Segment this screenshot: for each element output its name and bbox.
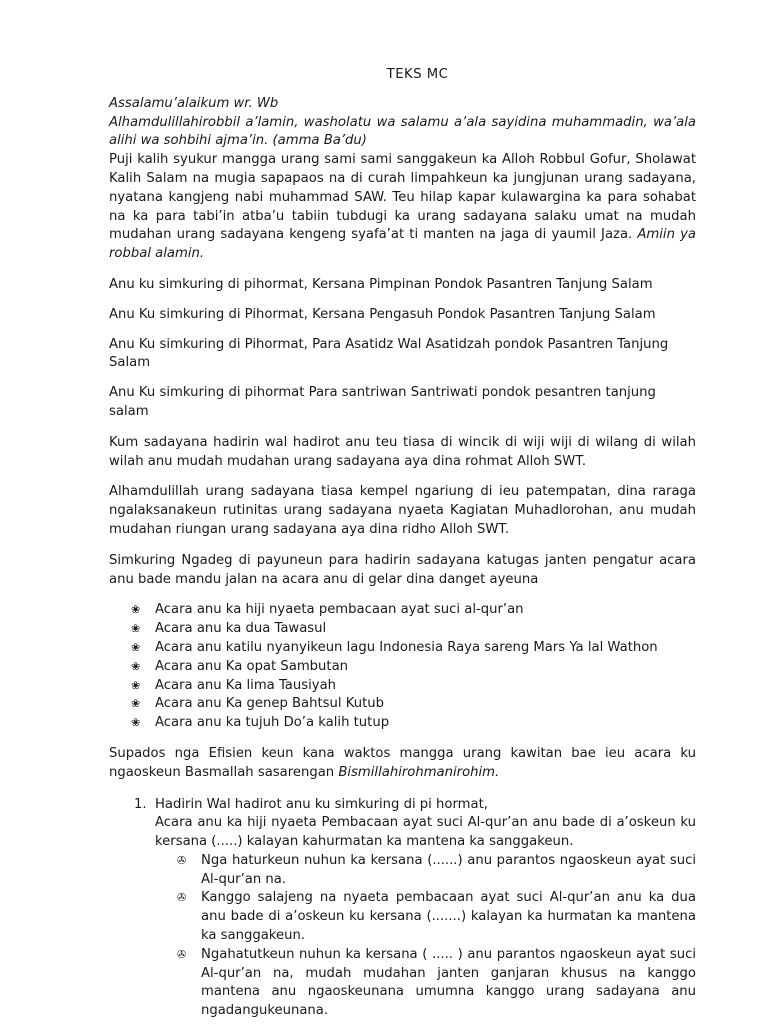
step-body: Acara anu ka hiji nyaeta Pembacaan ayat suci Al-qur’an anu bade di a’oskeun ku kersana (.....) kalayan kahurmatan ka mantena ka sanggakeun.: [155, 815, 696, 850]
agenda-item: [131, 601, 696, 620]
honor-line: Anu Ku simkuring di Pihormat, Kersana Pengasuh Pondok Pasantren Tanjung Salam: [109, 306, 656, 322]
agenda-item-text: Acara anu ka tujuh Do’a kalih tutup: [155, 715, 390, 731]
greeting: Assalamu’alaikum wr. Wb: [109, 95, 279, 111]
agenda-item: [131, 639, 696, 658]
supados-text: Supados nga Efisien keun kana waktos mangga urang kawitan bae ieu acara ku ngaoskeun Basmallah sasarengan: [109, 745, 696, 780]
honor-line: Anu Ku simkuring di Pihormat, Para Asatidz Wal Asatidzah pondok Pasantren Tanjung Salam: [109, 336, 669, 371]
flower-bullet-icon: ❀: [131, 678, 141, 692]
flower-bullet-icon: ❀: [131, 603, 141, 617]
step-sub-item: [177, 889, 696, 945]
intro-amin: Amiin ya robbal alamin.: [109, 227, 696, 262]
agenda-item-text: Acara anu Ka opat Sambutan: [155, 658, 349, 674]
agenda-item-text: Acara anu Ka genep Bahtsul Kutub: [155, 696, 385, 712]
agenda-item: [131, 714, 696, 733]
intro-text: Puji kalih syukur mangga urang sami sami sanggakeun ka Alloh Robbul Gofur, Sholawat Kalih Salam na mugia sapapaos na di curah limpahkeun ka jungjunan urang sadayana, nyatana kangjeng nabi muhammad SAW. Teu hilap kapar kulawargina ka para sohabat na ka para tabi’in atba’u tabiin tubdugi ka urang sadayana salaku umat na mudah mudahan urang sadayana kengeng syafa’at ti manten na jaga di yaumil Jaza.: [109, 152, 696, 243]
simkuring-paragraph: Simkuring Ngadeg di payuneun para hadirin sadayana katugas janten pengatur acara anu bade mandu jalan na acara anu di gelar dina danget ayeuna: [109, 552, 696, 587]
agenda-item: [131, 620, 696, 639]
step-sub-item: [177, 852, 696, 890]
flower-bullet-icon: ❀: [131, 640, 141, 654]
supados-paragraph: [109, 745, 696, 783]
opening-arabic: Alhamdulillahirobbil a’lamin, washolatu wa salamu a’ala sayidina muhammadin, wa’ala alihi wa sohbihi ajma’in. (amma Ba’du): [109, 114, 696, 149]
intro-paragraph: [109, 151, 696, 264]
step-item: [109, 796, 696, 1022]
honor-line: Anu ku simkuring di pihormat, Kersana Pimpinan Pondok Pasantren Tanjung Salam: [109, 276, 653, 292]
agenda-item-text: Acara anu Ka lima Tausiyah: [155, 677, 337, 693]
step-sub-list: [155, 852, 696, 1021]
agenda-item: [131, 658, 696, 677]
step-number: 1.: [134, 796, 147, 812]
basmallah: Bismillahirohmanirohim.: [338, 764, 500, 780]
agenda-item-text: Acara anu ka hiji nyaeta pembacaan ayat suci al-qur’an: [155, 602, 524, 618]
document-title: TEKS MC: [386, 67, 449, 82]
steps-list: [109, 796, 696, 1022]
agenda-item-text: Acara anu katilu nyanyikeun lagu Indonesia Raya sareng Mars Ya lal Wathon: [155, 639, 658, 655]
agenda-item: [131, 677, 696, 696]
flower-bullet-icon: ❀: [131, 716, 141, 730]
step-sub-text: Kanggo salajeng na nyaeta pembacaan ayat suci Al-qur’an anu ka dua anu bade di a’oskeun ku kersana (.......) kalayan ka hurmatan ka mantena ka sanggakeun.: [201, 890, 696, 944]
scissors-bullet-icon: ✇: [177, 891, 187, 905]
hadirin-paragraph: Kum sadayana hadirin wal hadirot anu teu tiasa di wincik di wiji wiji di wilang di wilah wilah anu mudah mudahan urang sadayana aya dina rohmat Alloh SWT.: [109, 434, 696, 469]
alhamdulillah-paragraph: Alhamdulillah urang sadayana tiasa kempel ngariung di ieu patempatan, dina raraga ngalaksanakeun rutinitas urang sadayana nyaeta Kagiatan Muhadlorohan, anu mudah mudahan riungan urang sadayana aya dina ridho Alloh SWT.: [109, 484, 696, 537]
flower-bullet-icon: ❀: [131, 622, 141, 636]
honor-line: Anu Ku simkuring di pihormat Para santriwan Santriwati pondok pesantren tanjung salam: [109, 385, 656, 419]
step-sub-item: [177, 946, 696, 1021]
step-sub-text: Nga haturkeun nuhun ka kersana (......) anu parantos ngaoskeun ayat suci Al-qur’an na.: [201, 852, 696, 887]
agenda-item-text: Acara anu ka dua Tawasul: [155, 621, 327, 637]
scissors-bullet-icon: ✇: [177, 947, 187, 961]
flower-bullet-icon: ❀: [131, 697, 141, 711]
scissors-bullet-icon: ✇: [177, 853, 187, 867]
agenda-item: [131, 695, 696, 714]
flower-bullet-icon: ❀: [131, 659, 141, 673]
step-sub-text: Ngahatutkeun nuhun ka kersana ( ..... ) anu parantos ngaoskeun ayat suci Al-qur’an na, mudah mudahan janten ganjaran khusus na kanggo mantena anu ngaoskeunana umumna kanggo urang sadayana anu ngadangukeunana.: [201, 946, 696, 1019]
agenda-list: [109, 601, 696, 733]
step-heading: Hadirin Wal hadirot anu ku simkuring di pi hormat,: [155, 796, 488, 812]
